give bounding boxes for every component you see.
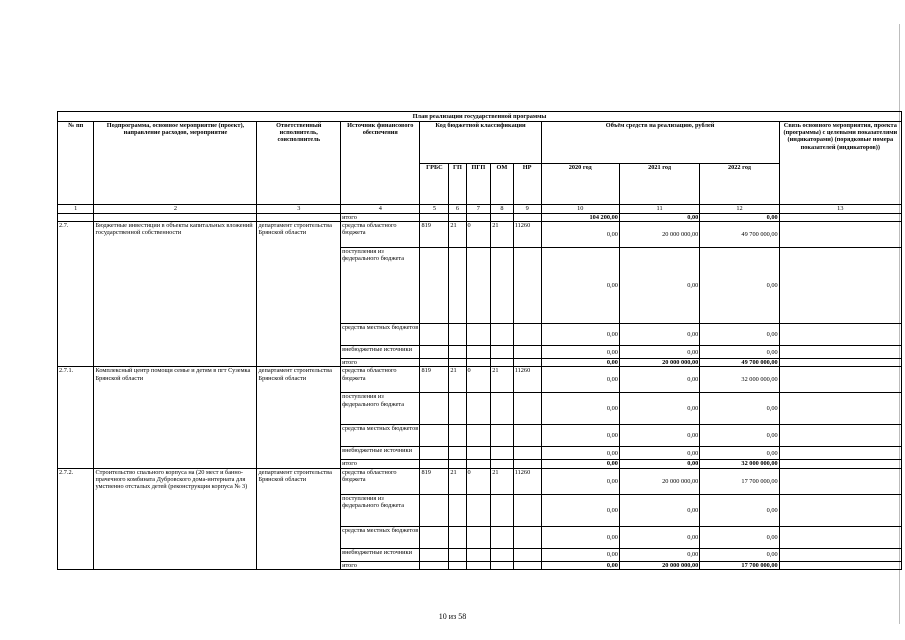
top-total-row <box>58 214 902 222</box>
header-2021: 2021 год <box>619 163 699 205</box>
source-label: внебюджетные источники <box>341 346 420 359</box>
code-empty <box>466 561 491 569</box>
code-empty <box>449 248 466 324</box>
value-2021: 20 000 000,00 <box>619 359 699 367</box>
code-empty <box>466 425 491 447</box>
code-empty <box>513 494 541 526</box>
page-number: 10 из 58 <box>438 612 467 621</box>
code-empty <box>491 359 514 367</box>
source-label: средства областного бюджета <box>341 222 420 248</box>
source-label: средства местных бюджетов <box>341 324 420 346</box>
header-subprogram: Подпрограмма, основное мероприятие (проект), направление расходов, мероприятие <box>94 122 257 205</box>
header-volume: Объём средств на реализацию, рублей <box>541 122 779 164</box>
code-empty <box>491 248 514 324</box>
code-grbs: 819 <box>420 468 449 494</box>
code-empty <box>491 425 514 447</box>
column-number: 10 <box>541 205 619 214</box>
code-empty <box>449 346 466 359</box>
code-empty <box>466 359 491 367</box>
header-budget-code: Код бюджетной классификации <box>420 122 541 164</box>
value-2022: 0,00 <box>700 526 779 548</box>
header-grbs: ГРБС <box>420 163 449 205</box>
header-link: Связь основного мероприятия, проекта (программы) с целевыми показателями (индикаторами) (порядковые номера показателей (индикаторов)) <box>779 122 901 205</box>
code-empty <box>449 359 466 367</box>
source-label: средства местных бюджетов <box>341 526 420 548</box>
source-label: итого <box>341 561 420 569</box>
link-cell <box>779 359 901 367</box>
value-2020: 0,00 <box>541 460 619 468</box>
link-cell <box>779 526 901 548</box>
column-number: 8 <box>491 205 514 214</box>
value-2021: 20 000 000,00 <box>619 468 699 494</box>
top-total-2021: 0,00 <box>619 214 699 222</box>
value-2021: 0,00 <box>619 346 699 359</box>
value-2020: 0,00 <box>541 447 619 460</box>
block-executor: департамент строительства Брянской области <box>257 222 341 367</box>
block-num: 2.7.1. <box>58 367 94 468</box>
code-empty <box>491 526 514 548</box>
value-2020: 0,00 <box>541 425 619 447</box>
value-2020: 0,00 <box>541 324 619 346</box>
column-number: 12 <box>700 205 779 214</box>
code-empty <box>466 460 491 468</box>
code-empty <box>449 561 466 569</box>
link-cell <box>779 468 901 494</box>
code-empty <box>420 447 449 460</box>
code-empty <box>491 494 514 526</box>
code-empty <box>513 548 541 561</box>
source-label: поступления из федерального бюджета <box>341 248 420 324</box>
program-plan-table <box>57 111 902 570</box>
value-2022: 0,00 <box>700 248 779 324</box>
code-pgp: 0 <box>466 222 491 248</box>
source-label: поступления из федерального бюджета <box>341 494 420 526</box>
source-label: поступления из федерального бюджета <box>341 393 420 425</box>
value-2022: 0,00 <box>700 324 779 346</box>
top-total-2020: 104 200,00 <box>541 214 619 222</box>
code-empty <box>513 526 541 548</box>
code-om: 21 <box>491 222 514 248</box>
header-om: ОМ <box>491 163 514 205</box>
row-regional <box>58 468 902 494</box>
value-2022: 17 700 000,00 <box>700 561 779 569</box>
code-om: 21 <box>491 367 514 393</box>
code-empty <box>420 526 449 548</box>
code-empty <box>513 393 541 425</box>
value-2021: 0,00 <box>619 494 699 526</box>
value-2022: 0,00 <box>700 447 779 460</box>
column-number: 5 <box>420 205 449 214</box>
link-cell <box>779 425 901 447</box>
block-name: Строительство спального корпуса на (20 мест и банно-прачечного комбината Дубровского дома-интерната для умственно отсталых детей (реконструкция корпуса № 3) <box>94 468 257 569</box>
block-executor: департамент строительства Брянской области <box>257 367 341 468</box>
value-2021: 0,00 <box>619 393 699 425</box>
code-nr: 11260 <box>513 222 541 248</box>
link-cell <box>779 447 901 460</box>
code-empty <box>491 324 514 346</box>
code-gp: 21 <box>449 222 466 248</box>
value-2020: 0,00 <box>541 548 619 561</box>
code-empty <box>466 393 491 425</box>
code-grbs: 819 <box>420 367 449 393</box>
header-nr: НР <box>513 163 541 205</box>
column-number: 13 <box>779 205 901 214</box>
source-label: средства областного бюджета <box>341 468 420 494</box>
value-2020: 0,00 <box>541 248 619 324</box>
value-2020: 0,00 <box>541 561 619 569</box>
link-cell <box>779 548 901 561</box>
value-2021: 0,00 <box>619 526 699 548</box>
code-empty <box>466 447 491 460</box>
code-empty <box>420 460 449 468</box>
code-empty <box>449 460 466 468</box>
value-2021: 0,00 <box>619 447 699 460</box>
code-empty <box>420 561 449 569</box>
link-cell <box>779 324 901 346</box>
value-2022: 0,00 <box>700 548 779 561</box>
header-num: № пп <box>58 122 94 205</box>
header-gp: ГП <box>449 163 466 205</box>
link-cell <box>779 460 901 468</box>
row-regional <box>58 367 902 393</box>
value-2022: 0,00 <box>700 346 779 359</box>
value-2021: 20 000 000,00 <box>619 222 699 248</box>
source-label: средства местных бюджетов <box>341 425 420 447</box>
value-2021: 0,00 <box>619 324 699 346</box>
source-label: внебюджетные источники <box>341 548 420 561</box>
code-empty <box>466 548 491 561</box>
block-num: 2.7.2. <box>58 468 94 569</box>
code-pgp: 0 <box>466 367 491 393</box>
code-empty <box>513 248 541 324</box>
column-number: 2 <box>94 205 257 214</box>
column-number: 9 <box>513 205 541 214</box>
value-2022: 49 700 000,00 <box>700 359 779 367</box>
value-2020: 0,00 <box>541 359 619 367</box>
code-empty <box>420 248 449 324</box>
value-2021: 0,00 <box>619 548 699 561</box>
row-regional <box>58 222 902 248</box>
table-title: План реализации государственной программы <box>58 112 902 122</box>
code-empty <box>420 494 449 526</box>
column-number: 1 <box>58 205 94 214</box>
value-2022: 17 700 000,00 <box>700 468 779 494</box>
value-2022: 0,00 <box>700 393 779 425</box>
code-empty <box>420 548 449 561</box>
value-2020: 0,00 <box>541 346 619 359</box>
code-empty <box>420 346 449 359</box>
code-empty <box>449 494 466 526</box>
header-2020: 2020 год <box>541 163 619 205</box>
column-number: 3 <box>257 205 341 214</box>
value-2021: 0,00 <box>619 460 699 468</box>
code-empty <box>466 248 491 324</box>
code-empty <box>466 324 491 346</box>
code-empty <box>513 460 541 468</box>
value-2020: 0,00 <box>541 468 619 494</box>
header-source: Источник финансового обеспечения <box>341 122 420 205</box>
link-cell <box>779 346 901 359</box>
code-empty <box>466 526 491 548</box>
code-empty <box>449 526 466 548</box>
link-cell <box>779 222 901 248</box>
source-label: внебюджетные источники <box>341 447 420 460</box>
value-2022: 0,00 <box>700 425 779 447</box>
column-numbers-row <box>58 205 902 214</box>
value-2022: 32 000 000,00 <box>700 460 779 468</box>
value-2020: 0,00 <box>541 222 619 248</box>
code-pgp: 0 <box>466 468 491 494</box>
header-pgp: ПГП <box>466 163 491 205</box>
code-gp: 21 <box>449 367 466 393</box>
code-om: 21 <box>491 468 514 494</box>
value-2022: 32 000 000,00 <box>700 367 779 393</box>
link-cell <box>779 561 901 569</box>
block-num: 2.7. <box>58 222 94 367</box>
block-name: Комплексный центр помощи семье и детям в пгт Суземка Брянской области <box>94 367 257 468</box>
source-label: итого <box>341 359 420 367</box>
column-number: 7 <box>466 205 491 214</box>
code-empty <box>466 494 491 526</box>
code-empty <box>513 447 541 460</box>
value-2022: 0,00 <box>700 494 779 526</box>
code-empty <box>513 425 541 447</box>
code-gp: 21 <box>449 468 466 494</box>
value-2020: 0,00 <box>541 526 619 548</box>
column-number: 11 <box>619 205 699 214</box>
code-empty <box>420 425 449 447</box>
code-empty <box>491 346 514 359</box>
link-cell <box>779 367 901 393</box>
value-2020: 0,00 <box>541 494 619 526</box>
header-2022: 2022 год <box>700 163 779 205</box>
code-empty <box>513 346 541 359</box>
block-executor: департамент строительства Брянской области <box>257 468 341 569</box>
code-empty <box>491 393 514 425</box>
link-cell <box>779 494 901 526</box>
code-empty <box>449 548 466 561</box>
code-empty <box>513 561 541 569</box>
code-empty <box>449 447 466 460</box>
value-2022: 49 700 000,00 <box>700 222 779 248</box>
top-total-label: итого <box>341 214 420 222</box>
block-name: Бюджетные инвестиции в объекты капитальных вложений государственной собственности <box>94 222 257 367</box>
code-empty <box>513 324 541 346</box>
code-grbs: 819 <box>420 222 449 248</box>
code-empty <box>491 460 514 468</box>
value-2021: 0,00 <box>619 367 699 393</box>
column-number: 6 <box>449 205 466 214</box>
code-empty <box>449 425 466 447</box>
code-empty <box>466 346 491 359</box>
column-number: 4 <box>341 205 420 214</box>
source-label: итого <box>341 460 420 468</box>
source-label: средства областного бюджета <box>341 367 420 393</box>
code-empty <box>420 324 449 346</box>
link-cell <box>779 393 901 425</box>
code-empty <box>491 447 514 460</box>
code-nr: 11260 <box>513 367 541 393</box>
header-executor: Ответственный исполнитель, соисполнитель <box>257 122 341 205</box>
code-empty <box>513 359 541 367</box>
code-empty <box>449 324 466 346</box>
value-2020: 0,00 <box>541 367 619 393</box>
value-2021: 20 000 000,00 <box>619 561 699 569</box>
value-2020: 0,00 <box>541 393 619 425</box>
code-nr: 11260 <box>513 468 541 494</box>
code-empty <box>420 359 449 367</box>
value-2021: 0,00 <box>619 425 699 447</box>
link-cell <box>779 248 901 324</box>
value-2021: 0,00 <box>619 248 699 324</box>
code-empty <box>491 548 514 561</box>
top-total-2022: 0,00 <box>700 214 779 222</box>
code-empty <box>420 393 449 425</box>
code-empty <box>449 393 466 425</box>
code-empty <box>491 561 514 569</box>
